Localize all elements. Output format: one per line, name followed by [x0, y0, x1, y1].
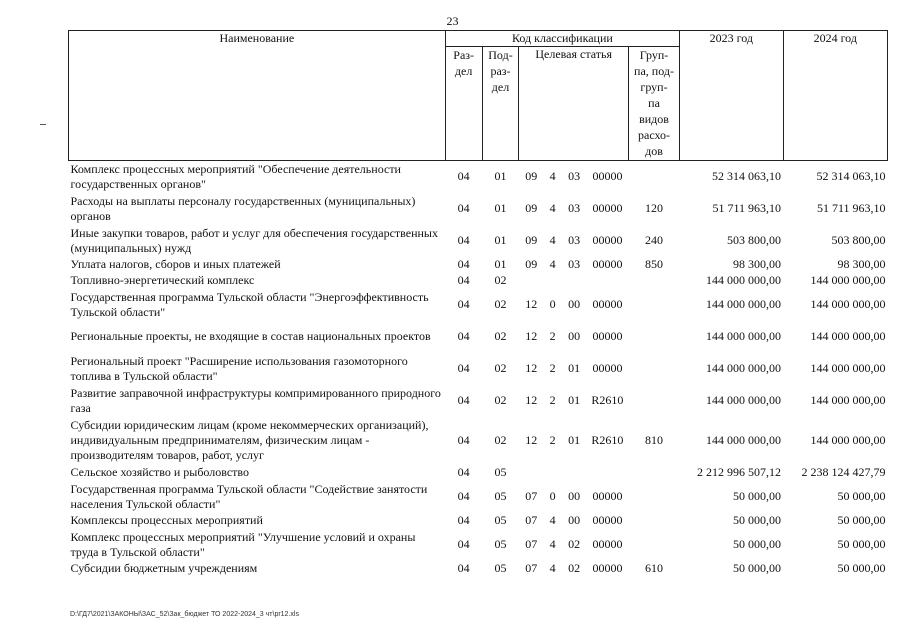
row-amount-2023: 144 000 000,00 — [706, 297, 782, 311]
row-amount-2023: 50 000,00 — [733, 489, 782, 503]
row-name: Комплекс процессных мероприятий "Обеспечение деятельности государственных органов" — [70, 161, 401, 191]
row-razdel: 04 — [457, 201, 470, 215]
row-target-subprogram: 00 — [568, 297, 581, 311]
row-podrazdel: 02 — [494, 433, 507, 447]
row-target-subprogram: 01 — [568, 361, 581, 375]
header-expense-group — [628, 47, 679, 161]
row-target-program — [519, 465, 544, 481]
row-amount-2023: 144 000 000,00 — [706, 361, 782, 375]
row-target-type — [543, 465, 561, 481]
table-row — [69, 257, 888, 273]
row-amount-2024: 51 711 963,10 — [816, 201, 886, 215]
header-group-line: па, под- — [634, 64, 674, 78]
row-expense-type: 120 — [645, 201, 664, 215]
row-target-type: 2 — [549, 361, 556, 375]
row-podrazdel: 01 — [494, 257, 507, 271]
row-razdel: 04 — [457, 169, 470, 184]
budget-table — [68, 30, 888, 577]
row-target-subprogram: 03 — [568, 233, 581, 247]
row-name: Региональный проект "Расширение использования газомоторного топлива в Тульской области" — [70, 353, 408, 383]
row-target-type: 0 — [549, 297, 556, 311]
row-amount-2023: 50 000,00 — [733, 561, 782, 575]
row-target-direction: 00000 — [592, 201, 623, 215]
row-name: Государственная программа Тульской области "Энергоэффективность Тульской области" — [70, 289, 429, 319]
table-row — [69, 353, 888, 385]
header-razdel — [445, 47, 482, 161]
row-razdel: 04 — [457, 465, 470, 479]
row-expense-type — [628, 353, 679, 385]
table-row — [69, 513, 888, 529]
table-row — [69, 529, 888, 561]
row-podrazdel: 05 — [494, 561, 507, 575]
row-amount-2023: 51 711 963,10 — [712, 201, 782, 215]
table-row — [69, 321, 888, 353]
header-year-2023: 2023 год — [680, 31, 783, 161]
header-podrazdel-line: дел — [491, 80, 510, 94]
row-amount-2024: 503 800,00 — [831, 233, 886, 247]
row-name: Развитие заправочной инфраструктуры компримированного природного газа — [70, 385, 441, 415]
row-target-type: 4 — [549, 201, 556, 215]
row-name: Региональные проекты, не входящие в состав национальных проектов — [70, 329, 431, 343]
row-target-direction: 00000 — [592, 513, 623, 527]
row-target-direction: 00000 — [592, 169, 623, 184]
table-row — [69, 273, 888, 289]
row-target-type: 4 — [549, 513, 556, 527]
row-target-type: 2 — [549, 433, 556, 447]
row-target-program: 09 — [525, 233, 538, 247]
row-amount-2023: 50 000,00 — [733, 513, 782, 527]
row-target-program: 09 — [525, 201, 538, 215]
row-expense-type — [628, 321, 679, 353]
row-expense-type: 610 — [645, 561, 664, 575]
row-target-type: 4 — [549, 537, 556, 551]
row-amount-2023: 50 000,00 — [733, 537, 782, 551]
row-target-type: 4 — [549, 561, 556, 575]
table-row — [69, 465, 888, 481]
row-expense-type: 810 — [645, 433, 664, 447]
row-target-direction: 00000 — [592, 257, 623, 271]
row-target-program: 07 — [525, 513, 538, 527]
header-group-line: груп- — [640, 80, 668, 94]
row-target-program: 07 — [525, 489, 538, 503]
table-row — [69, 561, 888, 577]
row-target-type: 2 — [549, 329, 556, 343]
row-target-direction: 00000 — [592, 297, 623, 311]
header-group-line: дов — [645, 144, 663, 158]
row-podrazdel: 05 — [494, 513, 507, 527]
row-razdel: 04 — [457, 489, 470, 503]
header-razdel-line: дел — [454, 64, 473, 78]
row-podrazdel: 02 — [494, 393, 507, 407]
row-amount-2023: 144 000 000,00 — [706, 273, 782, 287]
row-name: Сельское хозяйство и рыболовство — [70, 465, 250, 479]
row-amount-2024: 50 000,00 — [837, 513, 886, 527]
row-amount-2024: 144 000 000,00 — [810, 329, 886, 343]
row-podrazdel: 02 — [494, 329, 507, 343]
row-expense-type: 240 — [645, 233, 664, 247]
row-amount-2024: 50 000,00 — [837, 537, 886, 551]
row-name: Уплата налогов, сборов и иных платежей — [70, 257, 281, 271]
row-target-program: 09 — [525, 257, 538, 271]
row-expense-type — [628, 481, 679, 513]
row-name: Комплексы процессных мероприятий — [70, 513, 263, 527]
row-podrazdel: 01 — [494, 233, 507, 247]
row-name: Государственная программа Тульской области "Содействие занятости населения Тульской области" — [70, 481, 428, 511]
row-target-program: 12 — [525, 297, 538, 311]
row-target-type: 2 — [549, 393, 556, 407]
header-podrazdel-line: Под- — [488, 48, 513, 62]
row-amount-2023: 144 000 000,00 — [706, 433, 782, 447]
row-podrazdel: 05 — [494, 489, 507, 503]
header-target-article: Целевая статья — [519, 47, 629, 161]
row-amount-2024: 98 300,00 — [837, 257, 886, 271]
table-row — [69, 193, 888, 225]
row-expense-type — [628, 289, 679, 321]
row-target-type: 4 — [549, 169, 556, 184]
row-razdel: 04 — [457, 297, 470, 311]
row-razdel: 04 — [457, 513, 470, 527]
row-target-subprogram: 00 — [568, 329, 581, 343]
file-path-footer: D:\ГД7\2021\ЗАКОНЫ\ЗАС_52\Зак_бюджет ТО 2022-2024_3 чт\pr12.xls — [70, 611, 299, 618]
row-name: Комплекс процессных мероприятий "Улучшение условий и охраны труда в Тульской области" — [70, 529, 416, 559]
row-amount-2023: 144 000 000,00 — [706, 329, 782, 343]
row-name: Субсидии юридическим лицам (кроме некоммерческих организаций), индивидуальным предпринимателям, физическим лицам - производителям товаров, работ, услуг — [70, 418, 429, 462]
row-amount-2024: 2 238 124 427,79 — [801, 465, 886, 479]
header-name: Наименование — [69, 31, 446, 161]
row-amount-2024: 144 000 000,00 — [810, 297, 886, 311]
row-target-program: 09 — [525, 169, 538, 184]
row-podrazdel: 02 — [494, 273, 507, 287]
row-target-direction: 00000 — [592, 489, 623, 503]
row-target-program: 07 — [525, 537, 538, 551]
header-razdel-line: Раз- — [453, 48, 475, 62]
row-amount-2024: 52 314 063,10 — [816, 169, 886, 184]
row-amount-2024: 144 000 000,00 — [810, 433, 886, 447]
page-number: 23 — [446, 14, 459, 28]
row-razdel: 04 — [457, 561, 470, 575]
row-razdel: 04 — [457, 537, 470, 551]
row-target-subprogram: 03 — [568, 201, 581, 215]
row-amount-2023: 98 300,00 — [733, 257, 782, 271]
row-amount-2023: 52 314 063,10 — [712, 169, 782, 184]
header-group-line: Груп- — [639, 48, 669, 62]
row-amount-2024: 144 000 000,00 — [810, 273, 886, 287]
table-row — [69, 161, 888, 193]
row-amount-2023: 503 800,00 — [727, 233, 782, 247]
row-amount-2024: 50 000,00 — [837, 561, 886, 575]
row-podrazdel: 02 — [494, 361, 507, 375]
row-target-type: 4 — [549, 233, 556, 247]
row-expense-type — [628, 161, 679, 193]
row-razdel: 04 — [457, 393, 470, 407]
row-target-subprogram: 02 — [568, 537, 581, 551]
row-target-direction: 00000 — [592, 233, 623, 247]
row-razdel: 04 — [457, 273, 470, 287]
row-name: Иные закупки товаров, работ и услуг для обеспечения государственных (муниципальных) нужд — [70, 225, 438, 255]
table-row — [69, 289, 888, 321]
row-amount-2024: 144 000 000,00 — [810, 393, 886, 407]
row-target-subprogram — [562, 273, 587, 289]
row-expense-type — [628, 529, 679, 561]
row-target-direction — [586, 273, 628, 289]
header-group-line: расхо- — [638, 128, 671, 142]
row-target-program — [519, 273, 544, 289]
row-target-type — [543, 273, 561, 289]
row-razdel: 04 — [457, 361, 470, 375]
row-expense-type: 850 — [645, 257, 664, 271]
row-target-subprogram: 00 — [568, 489, 581, 503]
row-razdel: 04 — [457, 257, 470, 271]
row-target-direction: 00000 — [592, 361, 623, 375]
header-podrazdel — [482, 47, 519, 161]
row-podrazdel: 05 — [494, 465, 507, 479]
row-target-subprogram: 01 — [568, 433, 581, 447]
row-target-program: 07 — [525, 561, 538, 575]
row-target-direction: 00000 — [592, 561, 623, 575]
row-podrazdel: 01 — [494, 169, 507, 184]
row-target-subprogram: 00 — [568, 513, 581, 527]
row-target-program: 12 — [525, 433, 538, 447]
row-expense-type — [628, 273, 679, 289]
row-name: Субсидии бюджетным учреждениям — [70, 561, 258, 575]
row-expense-type — [628, 465, 679, 481]
header-group-line: видов — [639, 112, 669, 126]
header-podrazdel-line: раз- — [490, 64, 511, 78]
row-podrazdel: 05 — [494, 537, 507, 551]
row-expense-type — [628, 513, 679, 529]
row-target-subprogram: 03 — [568, 169, 581, 184]
table-row — [69, 481, 888, 513]
row-target-subprogram — [562, 465, 587, 481]
row-amount-2023: 2 212 996 507,12 — [697, 465, 782, 479]
header-code-group: Код классификации — [445, 31, 679, 47]
row-target-direction: 00000 — [592, 537, 623, 551]
row-razdel: 04 — [457, 329, 470, 343]
row-name: Расходы на выплаты персоналу государственных (муниципальных) органов — [70, 193, 416, 223]
header-year-2024: 2024 год — [783, 31, 887, 161]
row-target-program: 12 — [525, 329, 538, 343]
row-target-program: 12 — [525, 393, 538, 407]
row-target-direction: 00000 — [592, 329, 623, 343]
row-razdel: 04 — [457, 433, 470, 447]
margin-mark — [40, 124, 46, 125]
row-podrazdel: 02 — [494, 297, 507, 311]
row-name: Топливно-энергетический комплекс — [70, 273, 255, 287]
row-target-subprogram: 02 — [568, 561, 581, 575]
row-expense-type — [628, 385, 679, 417]
row-target-subprogram: 03 — [568, 257, 581, 271]
header-group-line: па — [648, 96, 660, 110]
row-amount-2023: 144 000 000,00 — [706, 393, 782, 407]
row-target-direction: R2610 — [591, 393, 624, 407]
row-target-direction — [586, 465, 628, 481]
row-target-subprogram: 01 — [568, 393, 581, 407]
row-target-program: 12 — [525, 361, 538, 375]
table-row — [69, 225, 888, 257]
row-target-type: 0 — [549, 489, 556, 503]
table-row — [69, 417, 888, 465]
row-podrazdel: 01 — [494, 201, 507, 215]
row-amount-2024: 144 000 000,00 — [810, 361, 886, 375]
row-amount-2024: 50 000,00 — [837, 489, 886, 503]
row-target-direction: R2610 — [591, 433, 624, 447]
row-target-type: 4 — [549, 257, 556, 271]
row-razdel: 04 — [457, 233, 470, 247]
table-row — [69, 385, 888, 417]
